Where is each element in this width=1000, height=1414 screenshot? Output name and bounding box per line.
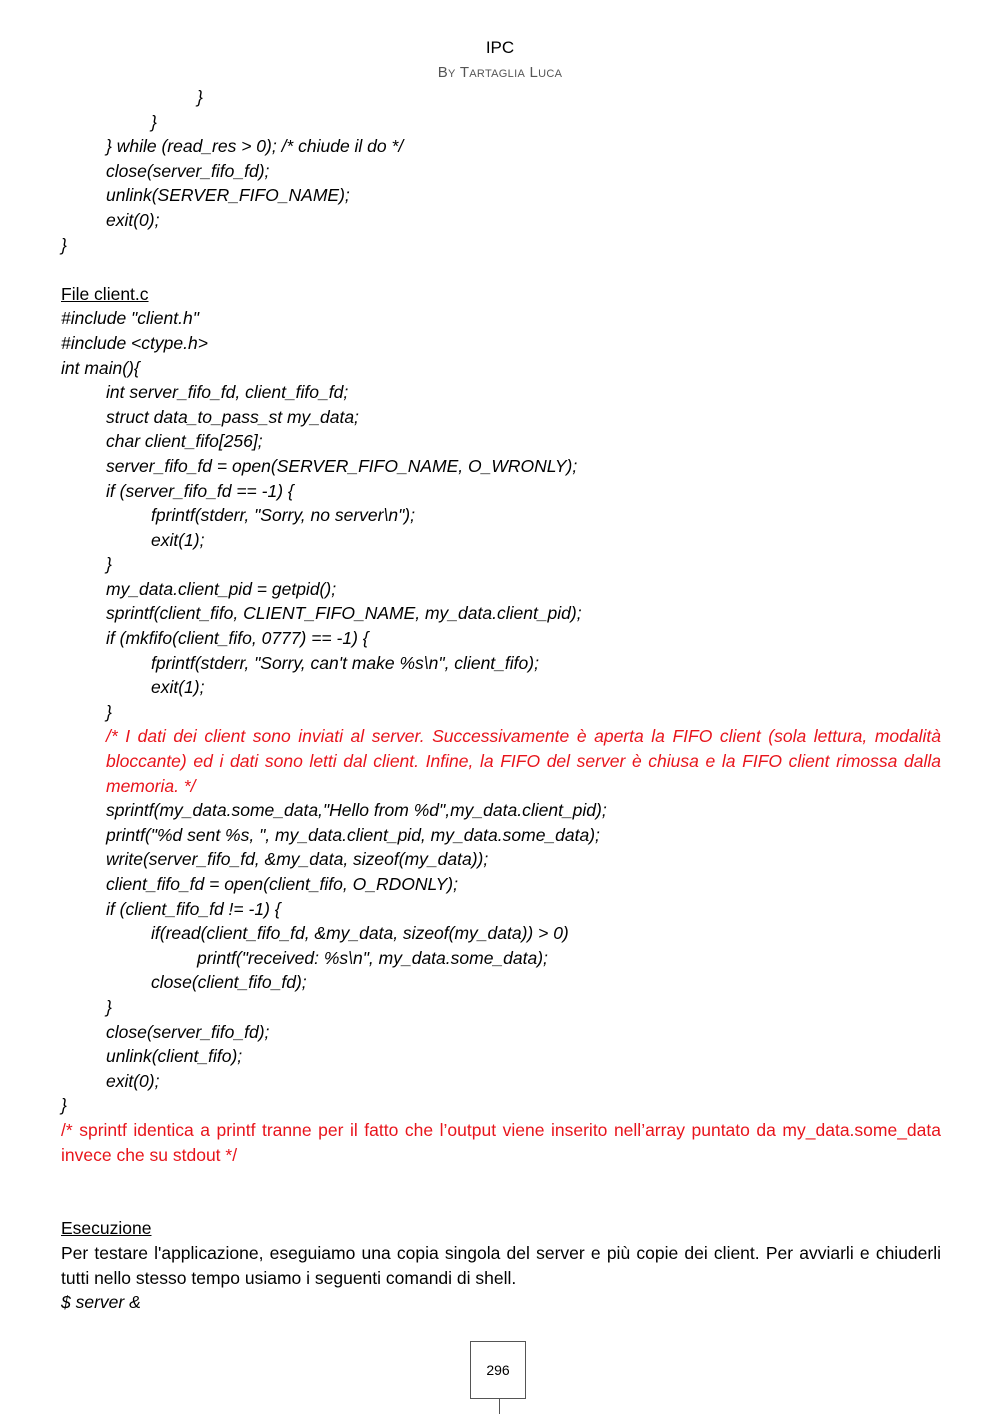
code-line: if(read(client_fifo_fd, &my_data, sizeof(my_data)) > 0) [151, 923, 569, 944]
code-line: my_data.client_pid = getpid(); [106, 578, 337, 599]
code-line: close(server_fifo_fd); [106, 1021, 270, 1042]
client-code-part-1 [61, 306, 941, 724]
page-number: 296 [486, 1362, 510, 1378]
page-number-box [470, 1341, 526, 1399]
code-line: } [106, 554, 112, 575]
code-line: } [197, 87, 203, 107]
client-code-comment: /* I dati dei client sono inviati al server. Successivamente è aperta la FIFO client (sola lettura, modalità bloccante) ed i dati sono letti dal client. Infine, la FIFO del server è chiusa e la FIFO client rimossa dalla memoria. */ [106, 726, 941, 796]
spacer [61, 257, 941, 282]
code-line: } [61, 234, 67, 255]
code-line: unlink(client_fifo); [106, 1046, 243, 1067]
running-header-title: IPC [485, 38, 515, 57]
code-line: sprintf(my_data.some_data,"Hello from %d",my_data.client_pid); [106, 800, 607, 821]
code-line: if (client_fifo_fd != -1) { [106, 898, 281, 919]
code-line: if (server_fifo_fd == -1) { [106, 480, 294, 501]
code-line: fprintf(stderr, "Sorry, can't make %s\n", client_fifo); [151, 652, 539, 673]
code-line: #include "client.h" [61, 308, 199, 329]
code-line: printf("%d sent %s, ", my_data.client_pid, my_data.some_data); [106, 824, 600, 845]
code-line: unlink(SERVER_FIFO_NAME); [106, 185, 350, 206]
code-line: } [106, 996, 112, 1017]
code-line: exit(1); [151, 677, 205, 698]
code-line: if (mkfifo(client_fifo, 0777) == -1) { [106, 628, 369, 649]
client-file-heading: File client.c [61, 283, 149, 304]
running-header-author: By Tartaglia Luca [437, 64, 563, 81]
execution-heading: Esecuzione [61, 1218, 152, 1239]
code-line: } while (read_res > 0); /* chiude il do */ [106, 136, 404, 157]
client-code-part-2 [61, 798, 941, 1118]
footer-stem-line [499, 1399, 500, 1414]
code-line: printf("received: %s\n", my_data.some_data); [197, 947, 548, 968]
code-line: exit(0); [106, 209, 160, 230]
server-code-tail [61, 85, 941, 257]
code-line: exit(0); [106, 1070, 160, 1091]
code-line: char client_fifo[256]; [106, 431, 263, 452]
code-line: client_fifo_fd = open(client_fifo, O_RDONLY); [106, 874, 458, 894]
spacer [61, 1192, 941, 1217]
code-line: struct data_to_pass_st my_data; [106, 406, 359, 427]
code-line: server_fifo_fd = open(SERVER_FIFO_NAME, O_WRONLY); [106, 455, 578, 476]
code-line: int server_fifo_fd, client_fifo_fd; [106, 382, 349, 403]
code-line: exit(1); [151, 529, 205, 550]
code-line: } [61, 1095, 67, 1116]
code-line: sprintf(client_fifo, CLIENT_FIFO_NAME, my_data.client_pid); [106, 603, 582, 624]
document-body [61, 85, 941, 1315]
sprintf-note: /* sprintf identica a printf tranne per il fatto che l’output viene inserito nell’array puntato da my_data.some_data invece che su stdout */ [61, 1119, 941, 1165]
code-line: write(server_fifo_fd, &my_data, sizeof(my_data)); [106, 849, 489, 870]
execution-paragraph: Per testare l'applicazione, eseguiamo una copia singola del server e più copie dei client. Per avviarli e chiuderli tutti nello stesso tempo usiamo i seguenti comandi di shell. [61, 1242, 941, 1288]
code-line: } [151, 111, 157, 132]
code-line: close(server_fifo_fd); [106, 160, 270, 181]
code-line: #include <ctype.h> [61, 332, 208, 353]
spacer [61, 1167, 941, 1192]
code-line: fprintf(stderr, "Sorry, no server\n"); [151, 505, 415, 526]
code-line: int main(){ [61, 357, 140, 378]
code-line: } [106, 701, 112, 722]
shell-command: $ server & [61, 1292, 141, 1313]
code-line: close(client_fifo_fd); [151, 972, 307, 993]
